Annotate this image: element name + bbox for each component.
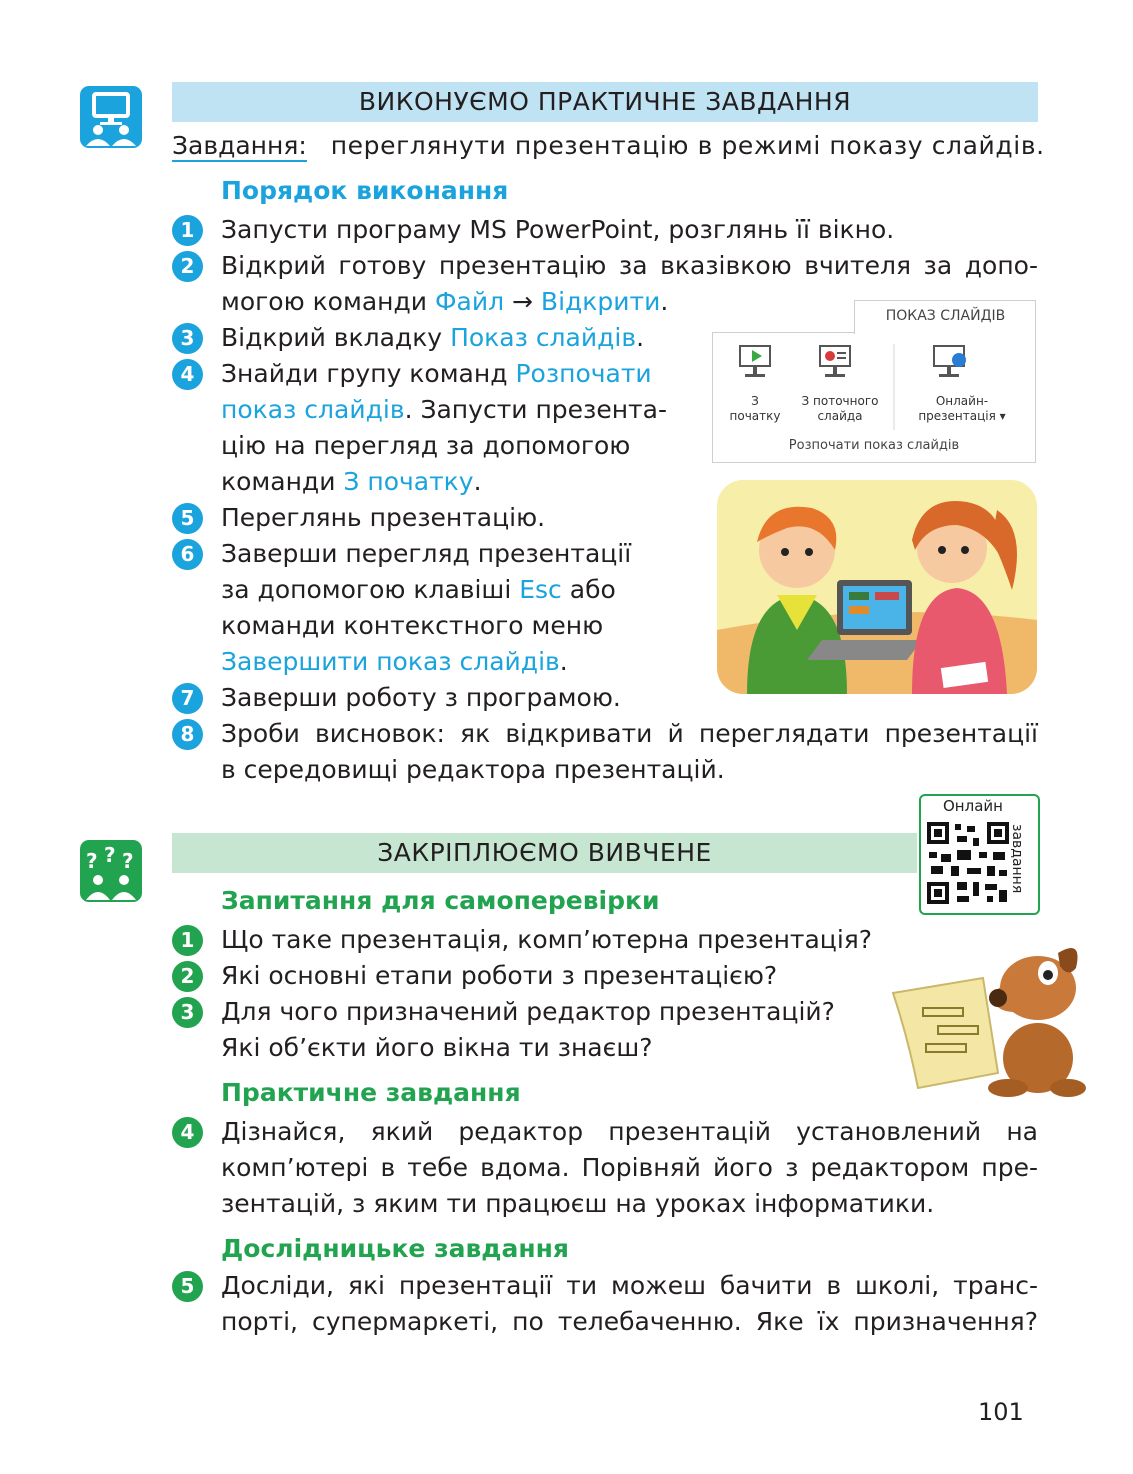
question-number: 4 [172,1117,203,1148]
step-4-line-4: команди З початку. [221,467,482,496]
menu-open-link: Відкрити [540,287,661,316]
computer-class-icon [80,86,142,148]
step-number: 7 [172,683,203,714]
step-4-line-3: цію на перегляд за допомогою [221,431,631,460]
ribbon-group-label: Розпочати показ слайдів [788,438,960,453]
step-6-line-1: Заверши перегляд презентації [221,539,632,568]
page-number: 101 [978,1398,1024,1426]
step-number: 5 [172,503,203,534]
question-3-line-2: Які об’єкти його вікна ти знаєш? [221,1033,653,1062]
research-heading: Дослідницьке завдання [221,1234,569,1263]
step-number: 1 [172,215,203,246]
from-beginning-button[interactable]: З початку [729,394,781,423]
step-number: 3 [172,323,203,354]
step-number: 6 [172,539,203,570]
question-4-line-2: комп’ютері в тебе вдома. Порівняй його з редактором пре- [221,1153,1038,1182]
ribbon-screenshot [712,300,1036,463]
task-text: переглянути презентацію в режимі показу слайдів. [330,131,1045,160]
question-3-line-1: Для чого призначений редактор презентацій? [221,997,835,1026]
svg-text:?: ? [122,849,134,873]
from-current-slide-button[interactable]: З поточного слайда [801,394,879,423]
step-5-text: Переглянь презентацію. [221,503,546,532]
qr-code-icon [927,822,1009,904]
kids-laptop-illustration [717,480,1037,694]
step-6-line-3: команди контекстного меню [221,611,604,640]
dog-with-scroll-illustration [888,938,1093,1100]
step-7-text: Заверши роботу з програмою. [221,683,621,712]
step-8-line-1: Зроби висновок: як відкривати й переглядати презентації [221,719,1038,748]
question-4-line-3: зентацій, з яким ти працюєш на уроках інформатики. [221,1189,935,1218]
task-line [172,128,1045,164]
step-6-line-2: за допомогою клавіші Esc або [221,575,616,604]
step-number: 8 [172,719,203,750]
step-8-line-2: в середовищі редактора презентацій. [221,755,725,784]
tab-slideshow-ref: Показ слайдів [450,323,637,352]
step-4-line-1: Знайди групу команд Розпочати [221,359,652,388]
online-presentation-button[interactable]: Онлайн- презентація ▾ [918,394,1006,423]
questions-icon [80,840,142,902]
online-tasks-qr[interactable] [919,794,1040,915]
menu-file-link: Файл [434,287,505,316]
task-label: Завдання: [172,131,307,160]
step-2-line-1: Відкрий готову презентацію за вказівкою вчителя за допо- [221,251,1038,280]
step-number: 2 [172,251,203,282]
qr-side-label: завдання [1009,824,1025,894]
svg-text:?: ? [86,849,98,873]
order-heading: Порядок виконання [221,176,509,205]
step-2-line-2: могою команди Файл → Відкрити. [221,287,669,316]
arrow: → [512,287,533,316]
question-1: Що таке презентація, комп’ютерна презентація? [221,925,873,954]
section-title-practical: ВИКОНУЄМО ПРАКТИЧНЕ ЗАВДАННЯ [172,82,1038,122]
question-number: 2 [172,961,203,992]
svg-text:?: ? [104,843,116,867]
question-4-line-1: Дізнайся, який редактор презентацій установлений на [221,1117,1038,1146]
qr-top-label: Онлайн [943,797,1003,815]
ribbon-tab-slideshow[interactable]: ПОКАЗ СЛАЙДІВ [885,308,1006,324]
question-2: Які основні етапи роботи з презентацією? [221,961,778,990]
questions-heading: Запитання для самоперевірки [221,886,660,915]
question-5-line-1: Досліди, які презентації ти можеш бачити в школі, транс- [221,1271,1038,1300]
question-5-line-2: порті, супермаркеті, по телебаченню. Яке їх призначення? [221,1307,1038,1336]
step-6-line-4: Завершити показ слайдів. [221,647,568,676]
practical-heading: Практичне завдання [221,1078,521,1107]
section-title-review: ЗАКРІПЛЮЄМО ВИВЧЕНЕ [172,833,917,873]
question-number: 3 [172,997,203,1028]
step-1-text: Запусти програму MS PowerPoint, розглянь її вікно. [221,215,895,244]
step-3-text: Відкрий вкладку Показ слайдів. [221,323,645,352]
question-number: 1 [172,925,203,956]
question-number: 5 [172,1271,203,1302]
step-4-line-2: показ слайдів. Запусти презента- [221,395,667,424]
step-number: 4 [172,359,203,390]
